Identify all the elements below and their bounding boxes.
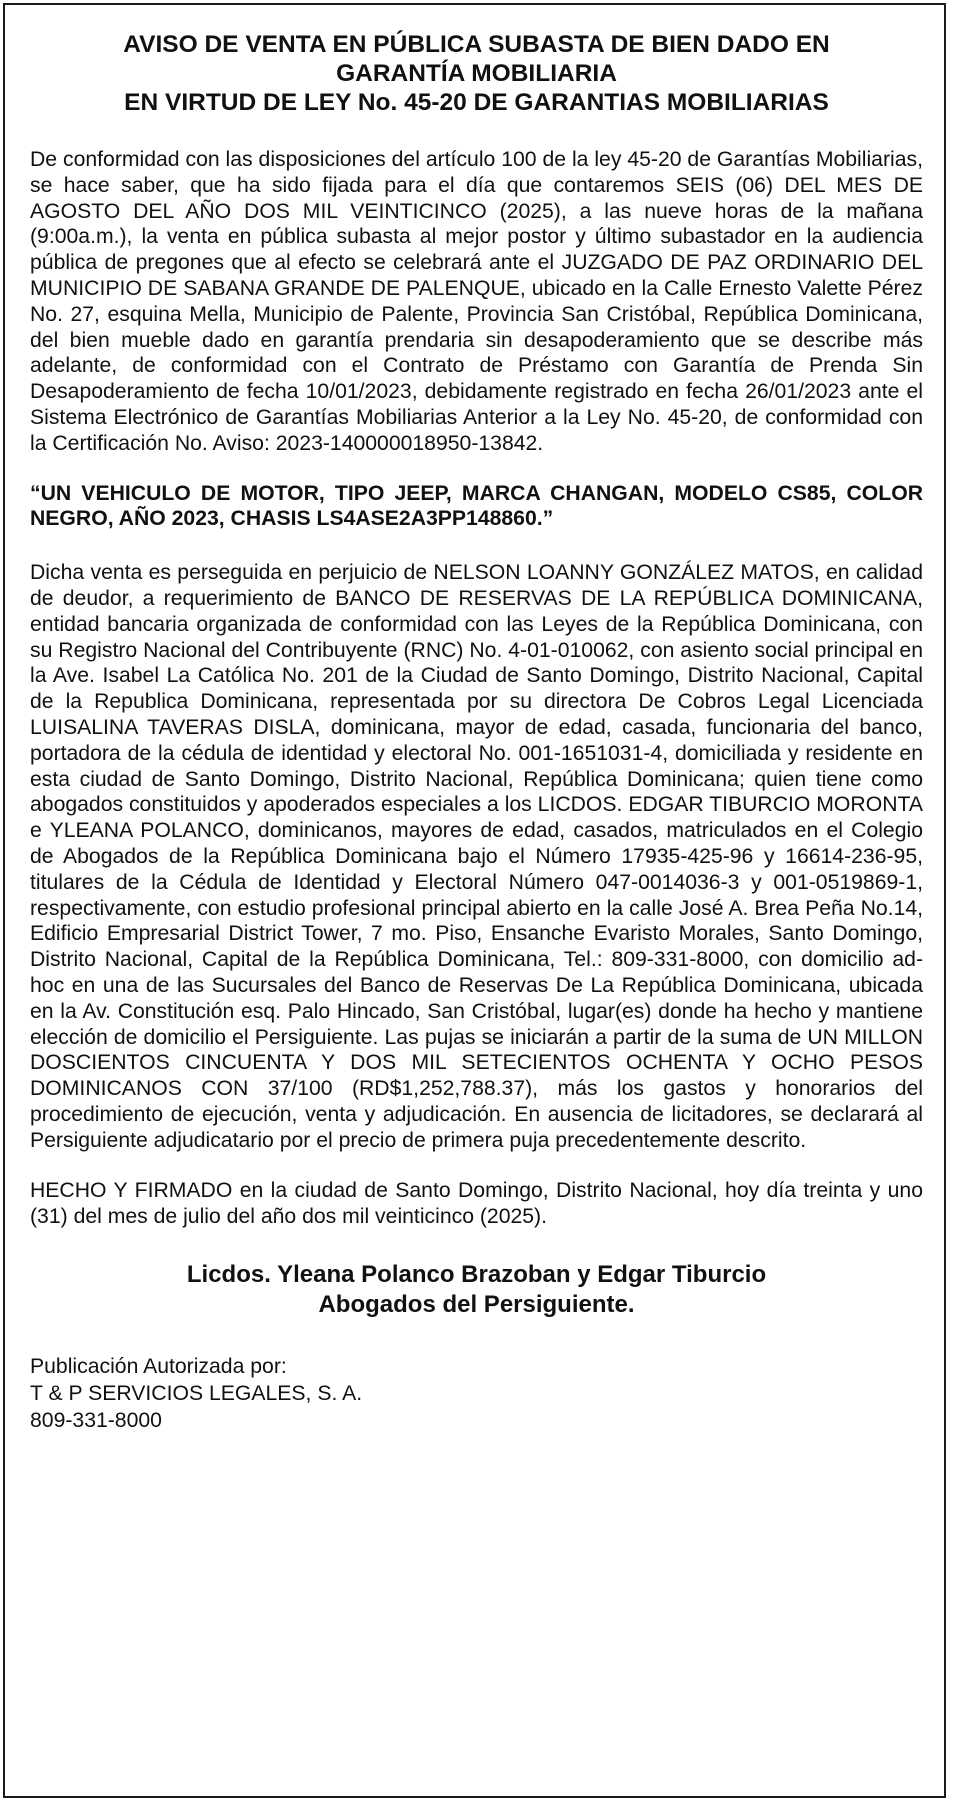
paragraph-signed: HECHO Y FIRMADO en la ciudad de Santo Domingo, Distrito Nacional, hoy día treinta y uno (31) del mes de julio del año dos mil veinticinco (2025).: [30, 1179, 923, 1229]
paragraph-parties: Dicha venta es perseguida en perjuicio de NELSON LOANNY GONZÁLEZ MATOS, en calidad de deudor, a requerimiento de BANCO DE RESERVAS DE LA REPÚBLICA DOMINICANA, entidad bancaria organizada de conformidad con las Leyes de la República Dominicana, con su Registro Nacional del Contribuyente (RNC) No. 4-01-010062, con asiento social principal en la Ave. Isabel La Católica No. 201 de la Ciudad de Santo Domingo, Distrito Nacional, Capital de la Republica Dominicana, representada por su directora De Cobros Legal Licenciada LUISALINA TAVERAS DISLA, dominicana, mayor de edad, casada, funcionaria del banco, portadora de la cédula de identidad y electoral No. 001-1651031-4, domiciliada y residente en esta ciudad de Santo Domingo, Distrito Nacional, República Dominicana; quien tiene como abogados constituidos y apoderados especiales a los LICDOS. EDGAR TIBURCIO MORONTA e YLEANA POLANCO, dominicanos, mayores de edad, casados, matriculados en el Colegio de Abogados de la República Dominicana bajo el Número 17935-425-96 y 16614-236-95, titulares de la Cédula de Identidad y Electoral Número 047-0014036-3 y 001-0519869-1, respectivamente, con estudio profesional principal abierto en la calle José A. Brea Peña No.14, Edificio Empresarial District Tower, 7 mo. Piso, Ensanche Evaristo Morales, Santo Domingo, Distrito Nacional, Capital de la República Dominicana, Tel.: 809-331-8000, con domicilio ad-hoc en una de las Sucursales del Banco de Reservas De La República Dominicana, ubicada en la Av. Constitución esq. Palo Hincado, San Cristóbal, lugar(es) donde ha hecho y mantiene elección de domicilio el Persiguiente. Las pujas se iniciarán a partir de la suma de UN MILLON DOSCIENTOS CINCUENTA Y DOS MIL SETECIENTOS OCHENTA Y OCHO PESOS DOMINICANOS CON 37/100 (RD$1,252,788.37), más los gastos y honorarios del procedimiento de ejecución, venta y adjudicación. En ausencia de licitadores, se declarará al Persiguiente adjudicatario por el precio de primera puja precedentemente descrito.: [30, 561, 923, 1152]
title-line-2: GARANTÍA MOBILIARIA: [336, 60, 617, 87]
signature-block: [30, 1260, 923, 1320]
title-line-3: EN VIRTUD DE LEY No. 45-20 DE GARANTIAS MOBILIARIAS: [124, 89, 829, 116]
publisher-label: Publicación Autorizada por:: [30, 1355, 287, 1379]
signature-role: Abogados del Persiguiente.: [318, 1291, 635, 1319]
publisher-company: T & P SERVICIOS LEGALES, S. A.: [30, 1382, 363, 1406]
vehicle-description: “UN VEHICULO DE MOTOR, TIPO JEEP, MARCA CHANGAN, MODELO CS85, COLOR NEGRO, AÑO 2023, CHASIS LS4ASE2A3PP148860.”: [30, 481, 923, 531]
paragraph-sale-details: De conformidad con las disposiciones del artículo 100 de la ley 45-20 de Garantías Mobiliarias, se hace saber, que ha sido fijada para el día que contaremos SEIS (06) DEL MES DE AGOSTO DEL AÑO DOS MIL VEINTICINCO (2025), a las nueve horas de la mañana (9:00a.m.), la venta en pública subasta al mejor postor y último subastador en la audiencia pública de pregones que al efecto se celebrará ante el JUZGADO DE PAZ ORDINARIO DEL MUNICIPIO DE SABANA GRANDE DE PALENQUE, ubicado en la Calle Ernesto Valette Pérez No. 27, esquina Mella, Municipio de Palente, Provincia San Cristóbal, República Dominicana, del bien mueble dado en garantía prendaria sin desapoderamiento que se describe más adelante, de conformidad con el Contrato de Préstamo con Garantía de Prenda Sin Desapoderamiento de fecha 10/01/2023, debidamente registrado en fecha 26/01/2023 ante el Sistema Electrónico de Garantías Mobiliarias Anterior a la Ley No. 45-20, de conformidad con la Certificación No. Aviso: 2023-140000018950-13842.: [30, 148, 923, 455]
publisher-phone: 809-331-8000: [30, 1409, 162, 1433]
notice-title: [30, 30, 923, 117]
title-line-1: AVISO DE VENTA EN PÚBLICA SUBASTA DE BIEN DADO EN: [123, 31, 830, 58]
publisher-block: [30, 1353, 923, 1434]
legal-notice: [30, 30, 923, 1434]
signature-names: Licdos. Yleana Polanco Brazoban y Edgar Tiburcio: [186, 1261, 767, 1289]
